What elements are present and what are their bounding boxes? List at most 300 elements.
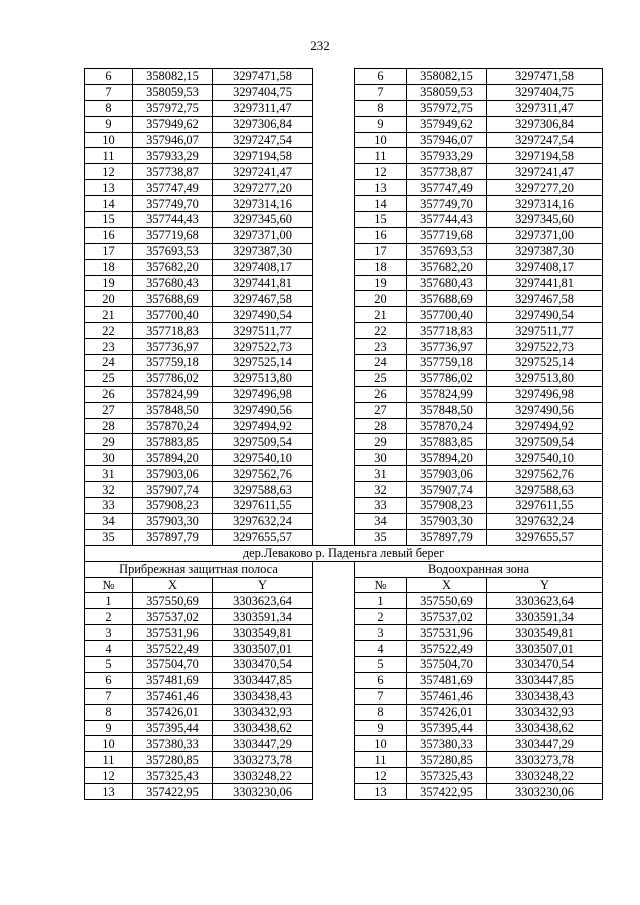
left-point-number: 2 [85, 609, 133, 625]
right-x-coordinate: 357972,75 [407, 100, 487, 116]
column-gap [313, 720, 355, 736]
right-x-coordinate: 358082,15 [407, 69, 487, 85]
left-point-number: 13 [85, 784, 133, 800]
right-x-coordinate: 357325,43 [407, 768, 487, 784]
left-point-number: 33 [85, 498, 133, 514]
column-gap [313, 656, 355, 672]
right-point-number: 12 [355, 164, 407, 180]
left-y-coordinate: 3297194,58 [213, 148, 313, 164]
column-gap [313, 275, 355, 291]
right-y-coordinate: 3297522,73 [487, 339, 603, 355]
left-point-number: 20 [85, 291, 133, 307]
table-row [85, 752, 603, 768]
right-y-coordinate: 3303248,22 [487, 768, 603, 784]
left-x-coordinate: 357537,02 [133, 609, 213, 625]
left-x-coordinate: 357395,44 [133, 720, 213, 736]
left-point-number: 9 [85, 116, 133, 132]
right-x-coordinate: 357903,30 [407, 513, 487, 529]
left-y-coordinate: 3303447,29 [213, 736, 313, 752]
right-point-number: 27 [355, 402, 407, 418]
section-titles-row [85, 561, 603, 577]
right-y-coordinate: 3297387,30 [487, 243, 603, 259]
left-point-number: 4 [85, 641, 133, 657]
left-y-coordinate: 3303273,78 [213, 752, 313, 768]
right-y-coordinate: 3297311,47 [487, 100, 603, 116]
left-x-coordinate: 357380,33 [133, 736, 213, 752]
column-gap [313, 418, 355, 434]
table-row [85, 736, 603, 752]
left-x-coordinate: 357908,23 [133, 498, 213, 514]
left-x-coordinate: 357550,69 [133, 593, 213, 609]
left-y-coordinate: 3297490,54 [213, 307, 313, 323]
table-row [85, 212, 603, 228]
column-gap [313, 625, 355, 641]
left-x-coordinate: 357280,85 [133, 752, 213, 768]
column-gap [313, 784, 355, 800]
right-y-coordinate: 3297306,84 [487, 116, 603, 132]
table-row [85, 84, 603, 100]
right-x-coordinate: 357718,83 [407, 323, 487, 339]
left-x-coordinate: 357824,99 [133, 386, 213, 402]
table-row [85, 498, 603, 514]
right-x-coordinate: 357907,74 [407, 482, 487, 498]
bottom-coordinates-body [85, 593, 603, 800]
table-row [85, 323, 603, 339]
left-y-coordinate: 3303507,01 [213, 641, 313, 657]
table-row [85, 434, 603, 450]
table-row [85, 482, 603, 498]
column-gap [313, 482, 355, 498]
right-point-number: 10 [355, 736, 407, 752]
left-x-coordinate: 357749,70 [133, 196, 213, 212]
right-x-coordinate: 357744,43 [407, 212, 487, 228]
right-point-number: 24 [355, 355, 407, 371]
column-gap [313, 529, 355, 545]
left-x-coordinate: 357325,43 [133, 768, 213, 784]
right-x-coordinate: 357422,95 [407, 784, 487, 800]
left-point-number: 10 [85, 132, 133, 148]
left-y-coordinate: 3303248,22 [213, 768, 313, 784]
right-header-x: X [407, 577, 487, 593]
left-point-number: 9 [85, 720, 133, 736]
column-gap [313, 434, 355, 450]
left-y-coordinate: 3297314,16 [213, 196, 313, 212]
right-y-coordinate: 3297509,54 [487, 434, 603, 450]
right-point-number: 13 [355, 784, 407, 800]
right-point-number: 2 [355, 609, 407, 625]
left-point-number: 12 [85, 164, 133, 180]
left-y-coordinate: 3297306,84 [213, 116, 313, 132]
right-point-number: 32 [355, 482, 407, 498]
right-x-coordinate: 357848,50 [407, 402, 487, 418]
right-point-number: 25 [355, 370, 407, 386]
left-y-coordinate: 3297588,63 [213, 482, 313, 498]
right-point-number: 11 [355, 148, 407, 164]
table-row [85, 625, 603, 641]
left-point-number: 6 [85, 672, 133, 688]
left-header-x: X [133, 577, 213, 593]
right-x-coordinate: 357719,68 [407, 227, 487, 243]
table-row [85, 180, 603, 196]
left-y-coordinate: 3297525,14 [213, 355, 313, 371]
table-row [85, 688, 603, 704]
column-gap [313, 259, 355, 275]
table-row [85, 196, 603, 212]
right-x-coordinate: 357682,20 [407, 259, 487, 275]
left-x-coordinate: 357933,29 [133, 148, 213, 164]
left-point-number: 10 [85, 736, 133, 752]
right-x-coordinate: 357759,18 [407, 355, 487, 371]
left-header-num: № [85, 577, 133, 593]
right-y-coordinate: 3297494,92 [487, 418, 603, 434]
column-gap [313, 370, 355, 386]
right-point-number: 28 [355, 418, 407, 434]
right-point-number: 3 [355, 625, 407, 641]
left-point-number: 28 [85, 418, 133, 434]
right-x-coordinate: 358059,53 [407, 84, 487, 100]
left-y-coordinate: 3303623,64 [213, 593, 313, 609]
left-x-coordinate: 357680,43 [133, 275, 213, 291]
right-y-coordinate: 3297490,56 [487, 402, 603, 418]
right-x-coordinate: 357897,79 [407, 529, 487, 545]
left-y-coordinate: 3297311,47 [213, 100, 313, 116]
right-y-coordinate: 3297540,10 [487, 450, 603, 466]
column-gap [313, 148, 355, 164]
right-header-y: Y [487, 577, 603, 593]
right-point-number: 5 [355, 656, 407, 672]
left-point-number: 25 [85, 370, 133, 386]
right-y-coordinate: 3303507,01 [487, 641, 603, 657]
column-gap [313, 466, 355, 482]
column-gap [313, 243, 355, 259]
table-row [85, 259, 603, 275]
left-point-number: 11 [85, 148, 133, 164]
table-row [85, 370, 603, 386]
section-header-body [85, 545, 603, 593]
left-point-number: 14 [85, 196, 133, 212]
left-y-coordinate: 3297611,55 [213, 498, 313, 514]
right-y-coordinate: 3297511,77 [487, 323, 603, 339]
right-x-coordinate: 357504,70 [407, 656, 487, 672]
left-section-title: Прибрежная защитная полоса [85, 561, 313, 577]
table-row [85, 243, 603, 259]
left-x-coordinate: 357700,40 [133, 307, 213, 323]
left-x-coordinate: 357883,85 [133, 434, 213, 450]
column-gap [313, 577, 355, 593]
right-x-coordinate: 357280,85 [407, 752, 487, 768]
left-y-coordinate: 3297655,57 [213, 529, 313, 545]
table-row [85, 768, 603, 784]
left-point-number: 5 [85, 656, 133, 672]
column-gap [313, 402, 355, 418]
table-row [85, 291, 603, 307]
column-gap [313, 593, 355, 609]
right-x-coordinate: 357380,33 [407, 736, 487, 752]
column-gap [313, 164, 355, 180]
column-gap [313, 768, 355, 784]
right-header-num: № [355, 577, 407, 593]
left-y-coordinate: 3297408,17 [213, 259, 313, 275]
table-row [85, 100, 603, 116]
right-point-number: 6 [355, 672, 407, 688]
column-gap [313, 752, 355, 768]
column-gap [313, 736, 355, 752]
right-x-coordinate: 357946,07 [407, 132, 487, 148]
right-y-coordinate: 3297314,16 [487, 196, 603, 212]
right-point-number: 9 [355, 720, 407, 736]
left-point-number: 23 [85, 339, 133, 355]
left-point-number: 16 [85, 227, 133, 243]
table-row [85, 69, 603, 85]
column-gap [313, 704, 355, 720]
right-point-number: 20 [355, 291, 407, 307]
left-x-coordinate: 357688,69 [133, 291, 213, 307]
right-x-coordinate: 357531,96 [407, 625, 487, 641]
right-y-coordinate: 3297611,55 [487, 498, 603, 514]
column-gap [313, 84, 355, 100]
left-y-coordinate: 3297467,58 [213, 291, 313, 307]
column-gap [313, 212, 355, 228]
right-y-coordinate: 3297467,58 [487, 291, 603, 307]
right-y-coordinate: 3303447,29 [487, 736, 603, 752]
left-x-coordinate: 357719,68 [133, 227, 213, 243]
left-y-coordinate: 3297371,00 [213, 227, 313, 243]
right-x-coordinate: 357688,69 [407, 291, 487, 307]
left-point-number: 6 [85, 69, 133, 85]
right-point-number: 22 [355, 323, 407, 339]
right-point-number: 17 [355, 243, 407, 259]
right-point-number: 33 [355, 498, 407, 514]
right-x-coordinate: 357883,85 [407, 434, 487, 450]
table-row [85, 672, 603, 688]
right-x-coordinate: 357522,49 [407, 641, 487, 657]
left-point-number: 29 [85, 434, 133, 450]
left-y-coordinate: 3297496,98 [213, 386, 313, 402]
right-x-coordinate: 357426,01 [407, 704, 487, 720]
left-x-coordinate: 357426,01 [133, 704, 213, 720]
left-y-coordinate: 3297562,76 [213, 466, 313, 482]
table-row [85, 402, 603, 418]
location-header: дер.Леваково р. Паденьга левый берег [85, 545, 603, 561]
left-y-coordinate: 3297511,77 [213, 323, 313, 339]
column-gap [313, 116, 355, 132]
column-gap [313, 180, 355, 196]
left-x-coordinate: 357894,20 [133, 450, 213, 466]
left-point-number: 34 [85, 513, 133, 529]
right-y-coordinate: 3297404,75 [487, 84, 603, 100]
left-point-number: 19 [85, 275, 133, 291]
left-y-coordinate: 3303432,93 [213, 704, 313, 720]
right-section-title: Водоохранная зона [355, 561, 603, 577]
right-x-coordinate: 357537,02 [407, 609, 487, 625]
column-gap [313, 132, 355, 148]
left-point-number: 3 [85, 625, 133, 641]
right-x-coordinate: 357550,69 [407, 593, 487, 609]
left-y-coordinate: 3297404,75 [213, 84, 313, 100]
right-x-coordinate: 357824,99 [407, 386, 487, 402]
left-x-coordinate: 357736,97 [133, 339, 213, 355]
left-y-coordinate: 3297513,80 [213, 370, 313, 386]
column-gap [313, 291, 355, 307]
right-y-coordinate: 3303447,85 [487, 672, 603, 688]
right-point-number: 19 [355, 275, 407, 291]
left-x-coordinate: 357747,49 [133, 180, 213, 196]
left-point-number: 27 [85, 402, 133, 418]
left-x-coordinate: 357481,69 [133, 672, 213, 688]
left-x-coordinate: 358082,15 [133, 69, 213, 85]
left-y-coordinate: 3303470,54 [213, 656, 313, 672]
left-y-coordinate: 3297247,54 [213, 132, 313, 148]
right-y-coordinate: 3297562,76 [487, 466, 603, 482]
right-y-coordinate: 3297490,54 [487, 307, 603, 323]
left-y-coordinate: 3297490,56 [213, 402, 313, 418]
right-point-number: 6 [355, 69, 407, 85]
right-y-coordinate: 3297241,47 [487, 164, 603, 180]
right-point-number: 12 [355, 768, 407, 784]
right-x-coordinate: 357680,43 [407, 275, 487, 291]
column-gap [313, 498, 355, 514]
right-y-coordinate: 3297588,63 [487, 482, 603, 498]
column-gap [313, 69, 355, 85]
column-gap [313, 688, 355, 704]
left-point-number: 26 [85, 386, 133, 402]
table-row [85, 132, 603, 148]
column-gap [313, 339, 355, 355]
right-y-coordinate: 3297441,81 [487, 275, 603, 291]
left-y-coordinate: 3297345,60 [213, 212, 313, 228]
right-y-coordinate: 3297525,14 [487, 355, 603, 371]
table-row [85, 164, 603, 180]
right-point-number: 18 [355, 259, 407, 275]
left-x-coordinate: 357718,83 [133, 323, 213, 339]
left-x-coordinate: 357504,70 [133, 656, 213, 672]
table-row [85, 466, 603, 482]
right-y-coordinate: 3297277,20 [487, 180, 603, 196]
column-gap [313, 513, 355, 529]
left-y-coordinate: 3297494,92 [213, 418, 313, 434]
right-y-coordinate: 3303549,81 [487, 625, 603, 641]
table-row [85, 307, 603, 323]
left-x-coordinate: 357461,46 [133, 688, 213, 704]
table-row [85, 275, 603, 291]
right-y-coordinate: 3303470,54 [487, 656, 603, 672]
left-y-coordinate: 3297540,10 [213, 450, 313, 466]
right-point-number: 31 [355, 466, 407, 482]
right-x-coordinate: 357738,87 [407, 164, 487, 180]
left-point-number: 31 [85, 466, 133, 482]
left-x-coordinate: 357870,24 [133, 418, 213, 434]
location-header-row [85, 545, 603, 561]
left-x-coordinate: 357682,20 [133, 259, 213, 275]
left-x-coordinate: 357422,95 [133, 784, 213, 800]
left-y-coordinate: 3297441,81 [213, 275, 313, 291]
right-x-coordinate: 357903,06 [407, 466, 487, 482]
column-gap [313, 196, 355, 212]
table-row [85, 148, 603, 164]
left-point-number: 8 [85, 100, 133, 116]
right-y-coordinate: 3303438,62 [487, 720, 603, 736]
right-y-coordinate: 3297655,57 [487, 529, 603, 545]
table-row [85, 641, 603, 657]
left-x-coordinate: 357903,06 [133, 466, 213, 482]
left-x-coordinate: 357759,18 [133, 355, 213, 371]
table-row [85, 386, 603, 402]
table-row [85, 339, 603, 355]
column-gap [313, 386, 355, 402]
table-row [85, 450, 603, 466]
left-y-coordinate: 3297387,30 [213, 243, 313, 259]
left-y-coordinate: 3297241,47 [213, 164, 313, 180]
right-x-coordinate: 357700,40 [407, 307, 487, 323]
table-row [85, 609, 603, 625]
right-y-coordinate: 3303438,43 [487, 688, 603, 704]
left-x-coordinate: 357786,02 [133, 370, 213, 386]
left-point-number: 8 [85, 704, 133, 720]
left-point-number: 13 [85, 180, 133, 196]
left-y-coordinate: 3303549,81 [213, 625, 313, 641]
right-x-coordinate: 357749,70 [407, 196, 487, 212]
left-x-coordinate: 357897,79 [133, 529, 213, 545]
table-row [85, 418, 603, 434]
column-headers-row [85, 577, 603, 593]
right-x-coordinate: 357870,24 [407, 418, 487, 434]
table-row [85, 593, 603, 609]
right-y-coordinate: 3297345,60 [487, 212, 603, 228]
right-point-number: 30 [355, 450, 407, 466]
right-x-coordinate: 357786,02 [407, 370, 487, 386]
right-x-coordinate: 357736,97 [407, 339, 487, 355]
right-x-coordinate: 357693,53 [407, 243, 487, 259]
left-point-number: 30 [85, 450, 133, 466]
left-y-coordinate: 3297509,54 [213, 434, 313, 450]
right-point-number: 23 [355, 339, 407, 355]
right-point-number: 4 [355, 641, 407, 657]
right-x-coordinate: 357949,62 [407, 116, 487, 132]
table-row [85, 720, 603, 736]
left-point-number: 18 [85, 259, 133, 275]
left-y-coordinate: 3303230,06 [213, 784, 313, 800]
column-gap [313, 355, 355, 371]
right-y-coordinate: 3297194,58 [487, 148, 603, 164]
left-point-number: 11 [85, 752, 133, 768]
left-point-number: 7 [85, 688, 133, 704]
left-x-coordinate: 357531,96 [133, 625, 213, 641]
right-x-coordinate: 357894,20 [407, 450, 487, 466]
left-x-coordinate: 357946,07 [133, 132, 213, 148]
left-y-coordinate: 3303447,85 [213, 672, 313, 688]
right-y-coordinate: 3303273,78 [487, 752, 603, 768]
right-point-number: 9 [355, 116, 407, 132]
right-y-coordinate: 3297408,17 [487, 259, 603, 275]
right-x-coordinate: 357481,69 [407, 672, 487, 688]
table-row [85, 513, 603, 529]
right-point-number: 15 [355, 212, 407, 228]
left-point-number: 21 [85, 307, 133, 323]
right-point-number: 11 [355, 752, 407, 768]
right-point-number: 8 [355, 704, 407, 720]
right-point-number: 14 [355, 196, 407, 212]
left-point-number: 17 [85, 243, 133, 259]
right-point-number: 35 [355, 529, 407, 545]
left-y-coordinate: 3297277,20 [213, 180, 313, 196]
left-y-coordinate: 3303591,34 [213, 609, 313, 625]
left-x-coordinate: 357903,30 [133, 513, 213, 529]
right-y-coordinate: 3297247,54 [487, 132, 603, 148]
right-y-coordinate: 3303230,06 [487, 784, 603, 800]
right-y-coordinate: 3297371,00 [487, 227, 603, 243]
right-y-coordinate: 3303432,93 [487, 704, 603, 720]
column-gap [313, 307, 355, 323]
